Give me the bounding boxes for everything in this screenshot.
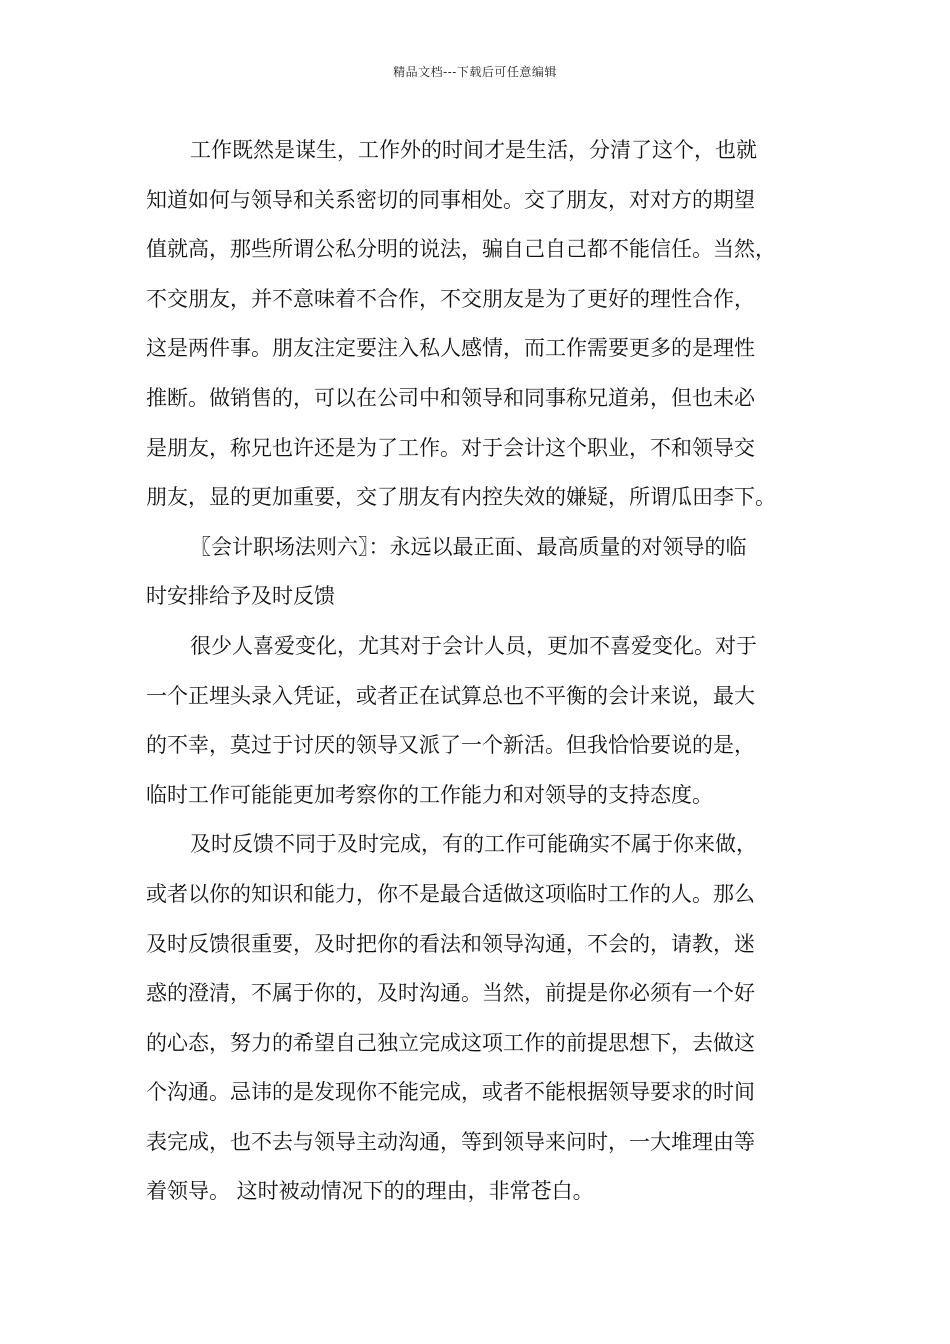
text-line: 是朋友，称兄也许还是为了工作。对于会计这个职业，不和领导交 [146, 435, 755, 460]
text-line: 惑的澄清，不属于你的，及时沟通。当然，前提是你必须有一个好 [146, 981, 755, 1006]
paragraph-4 [146, 820, 826, 1217]
text-line: 表完成，也不去与领导主动沟通，等到领导来问时，一大堆理由等 [146, 1129, 755, 1154]
text-line: 不交朋友，并不意味着不合作，不交朋友是为了更好的理性合作， [146, 286, 755, 311]
text-line: 个沟通。忌讳的是发现你不能完成，或者不能根据领导要求的时间 [146, 1080, 755, 1105]
text-line: 及时反馈不同于及时完成，有的工作可能确实不属于你来做， [190, 832, 757, 857]
text-line: 时安排给予及时反馈 [146, 584, 335, 609]
text-line: 一个正埋头录入凭证，或者正在试算总也不平衡的会计来说，最大 [146, 683, 755, 708]
text-line: 临时工作可能能更加考察你的工作能力和对领导的支持态度。 [146, 782, 713, 807]
text-line: 着领导。 这时被动情况下的的理由，非常苍白。 [146, 1179, 594, 1204]
text-line: 值就高，那些所谓公私分明的说法，骗自己自己都不能信任。当然， [146, 237, 776, 262]
text-line: 工作既然是谋生，工作外的时间才是生活，分清了这个，也就 [190, 138, 757, 162]
text-line: 及时反馈很重要，及时把你的看法和领导沟通，不会的，请教，迷 [146, 931, 755, 956]
paragraph-1 [146, 126, 826, 523]
text-line: 的不幸，莫过于讨厌的领导又派了一个新活。但我恰恰要说的是， [146, 733, 755, 758]
paragraph-3 [146, 622, 826, 820]
text-line: 朋友，显的更加重要，交了朋友有内控失效的嫌疑，所谓瓜田李下。 [146, 485, 776, 510]
text-line: 很少人喜爱变化，尤其对于会计人员，更加不喜爱变化。对于 [190, 633, 757, 658]
text-line: 的心态，努力的希望自己独立完成这项工作的前提思想下，去做这 [146, 1030, 755, 1055]
section-heading-rule-6 [146, 523, 826, 622]
text-line: 或者以你的知识和能力，你不是最合适做这项临时工作的人。那么 [146, 881, 755, 906]
text-line: 这是两件事。朋友注定要注入私人感情，而工作需要更多的是理性 [146, 336, 755, 361]
page-header: 精品文档---下载后可任意编辑 [393, 65, 557, 79]
text-line: 推断。做销售的，可以在公司中和领导和同事称兄道弟，但也未必 [146, 385, 755, 410]
document-body [146, 126, 826, 1217]
text-line: 知道如何与领导和关系密切的同事相处。交了朋友，对对方的期望 [146, 187, 755, 212]
text-line: 〖会计职场法则六〗：永远以最正面、最高质量的对领导的临 [190, 534, 747, 559]
